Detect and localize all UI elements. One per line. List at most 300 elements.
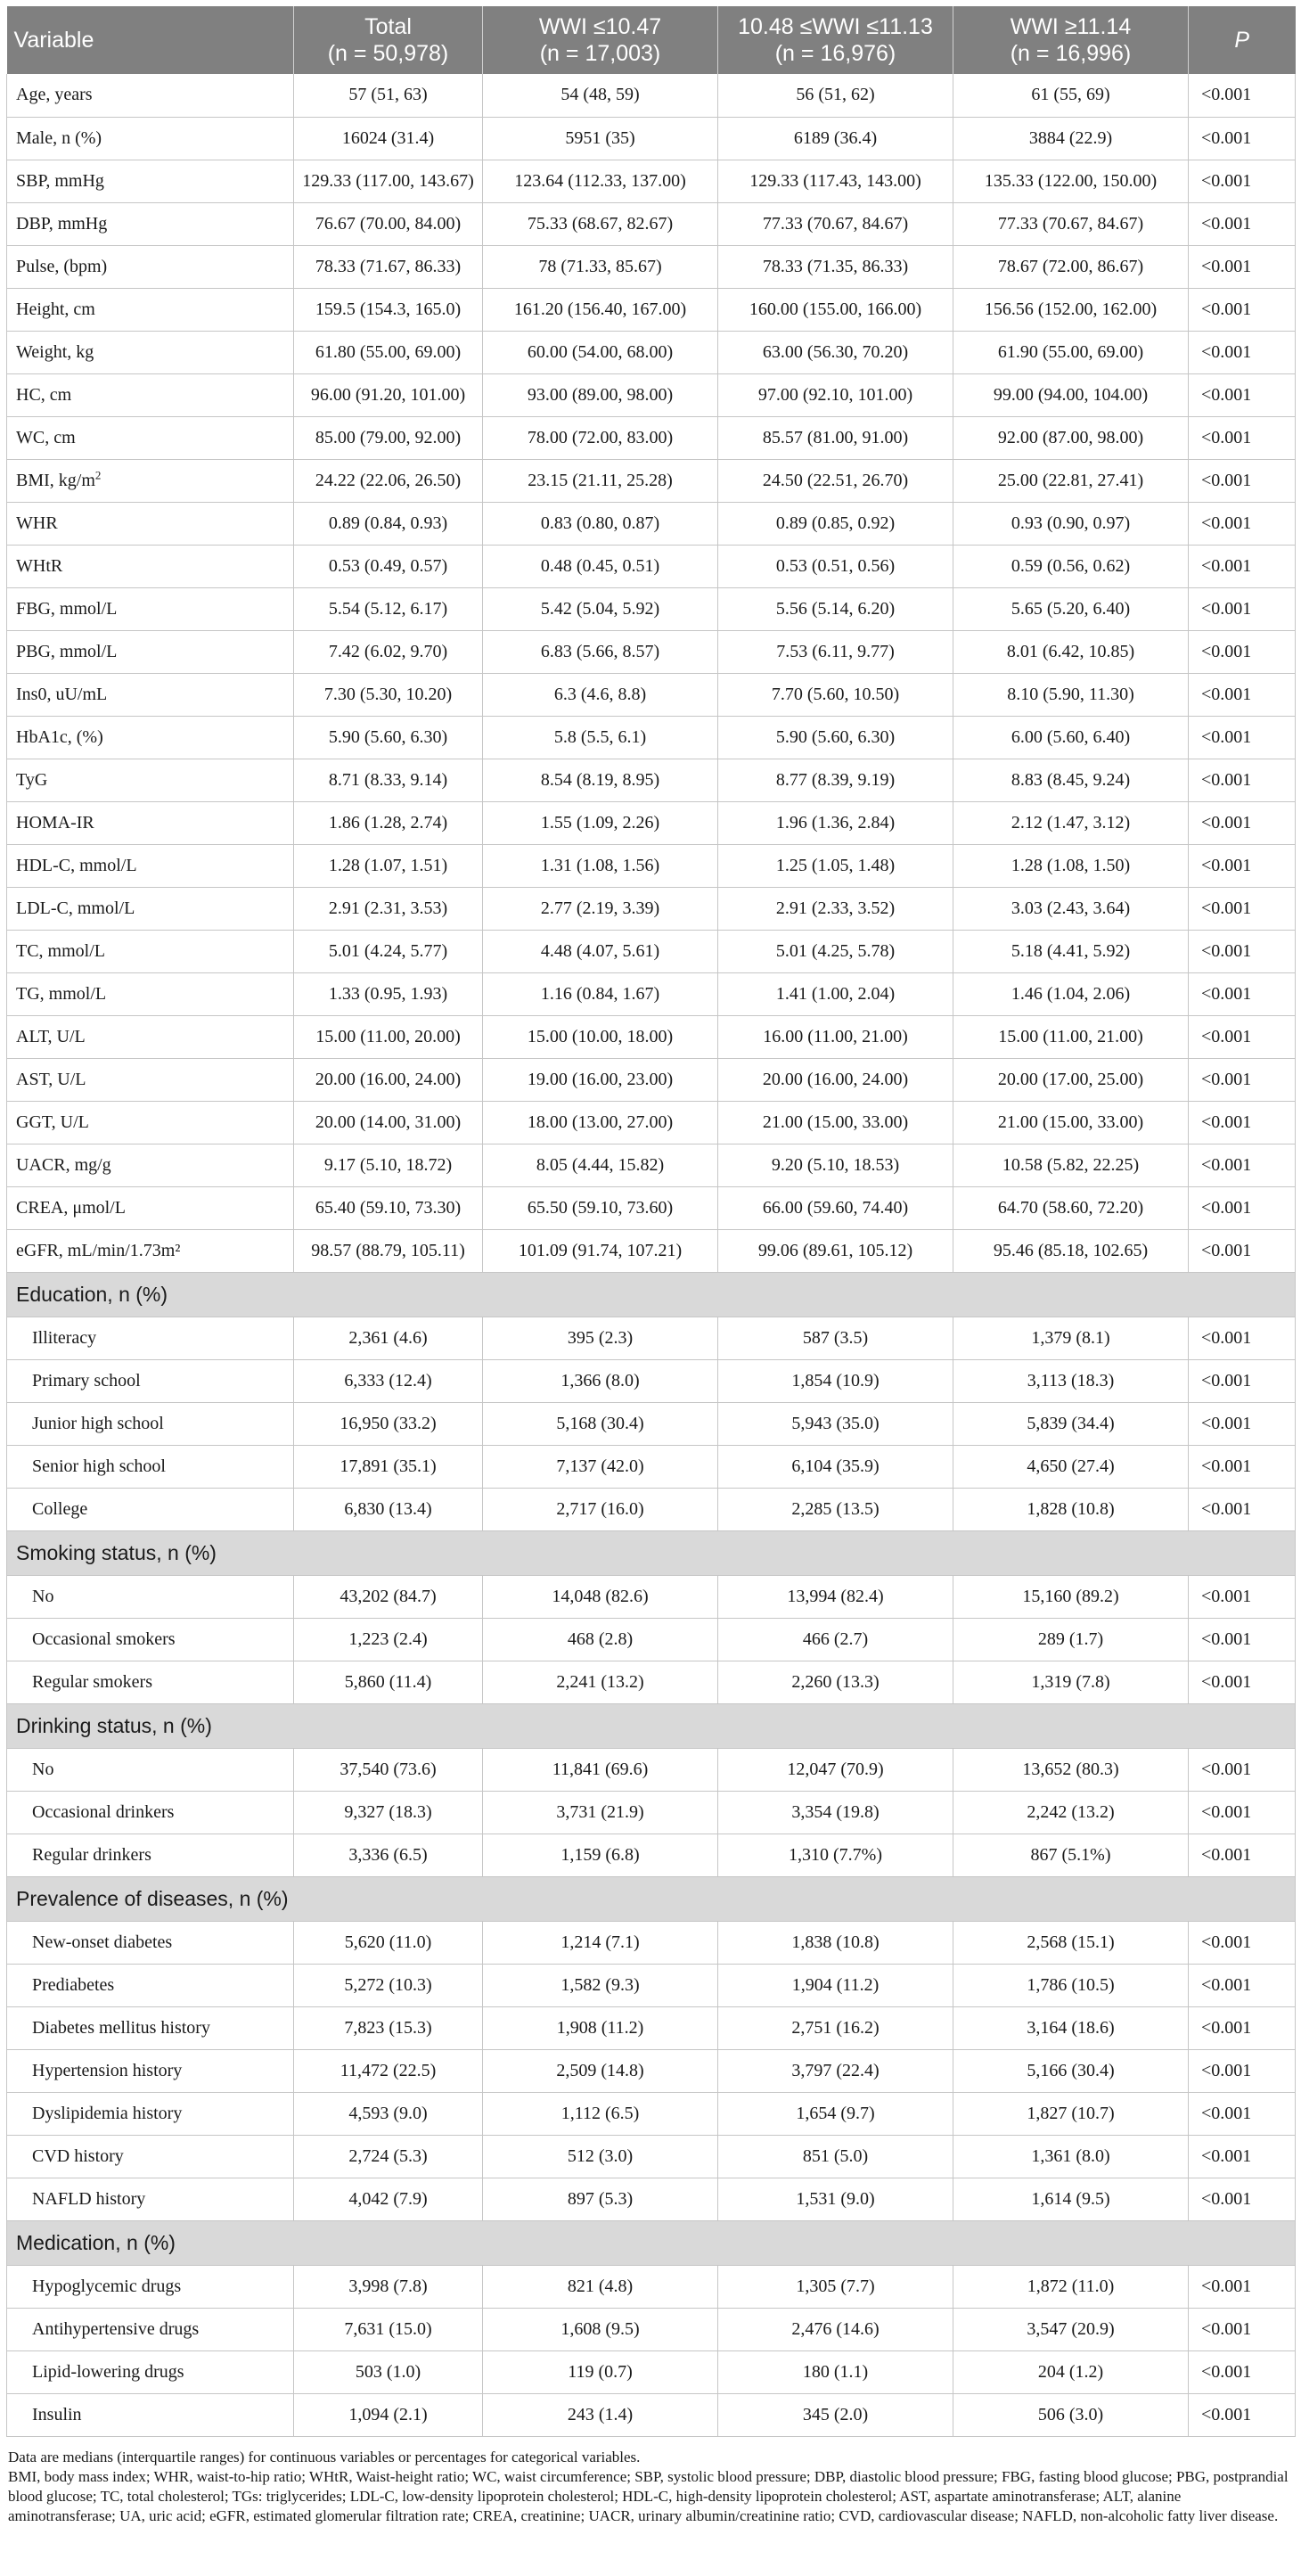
p-value-cell: <0.001: [1189, 1964, 1296, 2006]
section-header-row: [7, 1703, 1296, 1748]
table-row: [7, 160, 1296, 202]
value-cell: 1,838 (10.8): [718, 1921, 953, 1964]
table-row: [7, 1101, 1296, 1144]
p-value-cell: <0.001: [1189, 1402, 1296, 1445]
value-cell: 15.00 (11.00, 20.00): [294, 1015, 483, 1058]
value-cell: 1,828 (10.8): [953, 1488, 1189, 1530]
p-value-cell: <0.001: [1189, 972, 1296, 1015]
p-value-cell: <0.001: [1189, 801, 1296, 844]
value-cell: 25.00 (22.81, 27.41): [953, 459, 1189, 502]
p-value-cell: <0.001: [1189, 331, 1296, 373]
value-cell: 204 (1.2): [953, 2350, 1189, 2393]
value-cell: 24.50 (22.51, 26.70): [718, 459, 953, 502]
table-row: [7, 288, 1296, 331]
table-row: [7, 1618, 1296, 1661]
value-cell: 129.33 (117.43, 143.00): [718, 160, 953, 202]
value-cell: 6.83 (5.66, 8.57): [483, 630, 718, 673]
value-cell: 466 (2.7): [718, 1618, 953, 1661]
section-title: Drinking status, n (%): [7, 1703, 1296, 1748]
value-cell: 0.48 (0.45, 0.51): [483, 545, 718, 587]
value-cell: 1,827 (10.7): [953, 2092, 1189, 2135]
header-total: Total (n = 50,978): [294, 6, 483, 74]
row-label: New-onset diabetes: [7, 1921, 294, 1964]
value-cell: 7,631 (15.0): [294, 2308, 483, 2350]
table-row: [7, 545, 1296, 587]
value-cell: 16024 (31.4): [294, 117, 483, 160]
table-footnotes: [6, 2448, 1291, 2526]
table-row: [7, 759, 1296, 801]
p-value-cell: <0.001: [1189, 1359, 1296, 1402]
value-cell: 1,310 (7.7%): [718, 1834, 953, 1876]
value-cell: 63.00 (56.30, 70.20): [718, 331, 953, 373]
row-label: Primary school: [7, 1359, 294, 1402]
value-cell: 14,048 (82.6): [483, 1575, 718, 1618]
value-cell: 1,786 (10.5): [953, 1964, 1189, 2006]
value-cell: 9.20 (5.10, 18.53): [718, 1144, 953, 1186]
value-cell: 7.30 (5.30, 10.20): [294, 673, 483, 716]
value-cell: 1,159 (6.8): [483, 1834, 718, 1876]
value-cell: 3,113 (18.3): [953, 1359, 1189, 1402]
value-cell: 5.8 (5.5, 6.1): [483, 716, 718, 759]
value-cell: 5.90 (5.60, 6.30): [718, 716, 953, 759]
row-label: DBP, mmHg: [7, 202, 294, 245]
value-cell: 1,654 (9.7): [718, 2092, 953, 2135]
value-cell: 7.53 (6.11, 9.77): [718, 630, 953, 673]
value-cell: 5.01 (4.25, 5.78): [718, 930, 953, 972]
value-cell: 161.20 (156.40, 167.00): [483, 288, 718, 331]
value-cell: 99.06 (89.61, 105.12): [718, 1229, 953, 1272]
p-value-cell: <0.001: [1189, 1101, 1296, 1144]
table-row: [7, 1575, 1296, 1618]
table-row: [7, 887, 1296, 930]
table-row: [7, 1445, 1296, 1488]
value-cell: 1,305 (7.7): [718, 2265, 953, 2308]
p-value-cell: <0.001: [1189, 288, 1296, 331]
section-header-row: [7, 1272, 1296, 1317]
value-cell: 1.28 (1.07, 1.51): [294, 844, 483, 887]
table-row: [7, 801, 1296, 844]
row-label: Pulse, (bpm): [7, 245, 294, 288]
p-value-cell: <0.001: [1189, 844, 1296, 887]
table-row: [7, 1791, 1296, 1834]
value-cell: 2,242 (13.2): [953, 1791, 1189, 1834]
value-cell: 6,830 (13.4): [294, 1488, 483, 1530]
value-cell: 0.59 (0.56, 0.62): [953, 545, 1189, 587]
value-cell: 0.53 (0.51, 0.56): [718, 545, 953, 587]
p-value-cell: <0.001: [1189, 1791, 1296, 1834]
value-cell: 1.31 (1.08, 1.56): [483, 844, 718, 887]
table-row: [7, 202, 1296, 245]
value-cell: 78.33 (71.67, 86.33): [294, 245, 483, 288]
p-value-cell: <0.001: [1189, 1015, 1296, 1058]
table-row: [7, 2092, 1296, 2135]
value-cell: 2,509 (14.8): [483, 2049, 718, 2092]
row-label: HC, cm: [7, 373, 294, 416]
table-row: [7, 930, 1296, 972]
row-label: UACR, mg/g: [7, 1144, 294, 1186]
row-label: Junior high school: [7, 1402, 294, 1445]
value-cell: 13,652 (80.3): [953, 1748, 1189, 1791]
value-cell: 0.89 (0.85, 0.92): [718, 502, 953, 545]
row-label: TC, mmol/L: [7, 930, 294, 972]
value-cell: 3,998 (7.8): [294, 2265, 483, 2308]
row-label: Dyslipidemia history: [7, 2092, 294, 2135]
value-cell: 20.00 (16.00, 24.00): [294, 1058, 483, 1101]
table-row: [7, 117, 1296, 160]
table-row: [7, 1359, 1296, 1402]
value-cell: 506 (3.0): [953, 2393, 1189, 2436]
value-cell: 7,823 (15.3): [294, 2006, 483, 2049]
table-container: [6, 6, 1295, 2526]
value-cell: 897 (5.3): [483, 2178, 718, 2220]
value-cell: 8.77 (8.39, 9.19): [718, 759, 953, 801]
value-cell: 78.00 (72.00, 83.00): [483, 416, 718, 459]
value-cell: 2,476 (14.6): [718, 2308, 953, 2350]
value-cell: 2.12 (1.47, 3.12): [953, 801, 1189, 844]
value-cell: 101.09 (91.74, 107.21): [483, 1229, 718, 1272]
value-cell: 129.33 (117.00, 143.67): [294, 160, 483, 202]
baseline-characteristics-table: [6, 6, 1296, 2437]
table-row: [7, 1058, 1296, 1101]
p-value-cell: <0.001: [1189, 1661, 1296, 1703]
p-value-cell: <0.001: [1189, 1488, 1296, 1530]
row-label: College: [7, 1488, 294, 1530]
value-cell: 66.00 (59.60, 74.40): [718, 1186, 953, 1229]
value-cell: 851 (5.0): [718, 2135, 953, 2178]
p-value-cell: <0.001: [1189, 2178, 1296, 2220]
value-cell: 6189 (36.4): [718, 117, 953, 160]
section-header-row: [7, 1876, 1296, 1921]
value-cell: 512 (3.0): [483, 2135, 718, 2178]
value-cell: 243 (1.4): [483, 2393, 718, 2436]
value-cell: 57 (51, 63): [294, 74, 483, 117]
row-label: Lipid-lowering drugs: [7, 2350, 294, 2393]
table-row: [7, 1229, 1296, 1272]
value-cell: 96.00 (91.20, 101.00): [294, 373, 483, 416]
row-label: WHR: [7, 502, 294, 545]
value-cell: 5.42 (5.04, 5.92): [483, 587, 718, 630]
row-label: FBG, mmol/L: [7, 587, 294, 630]
value-cell: 1.41 (1.00, 2.04): [718, 972, 953, 1015]
p-value-cell: <0.001: [1189, 2006, 1296, 2049]
row-label: No: [7, 1748, 294, 1791]
table-row: [7, 1921, 1296, 1964]
value-cell: 5,943 (35.0): [718, 1402, 953, 1445]
value-cell: 1,582 (9.3): [483, 1964, 718, 2006]
table-row: [7, 416, 1296, 459]
value-cell: 1,223 (2.4): [294, 1618, 483, 1661]
table-row: [7, 1144, 1296, 1186]
p-value-cell: <0.001: [1189, 887, 1296, 930]
value-cell: 3.03 (2.43, 3.64): [953, 887, 1189, 930]
p-value-cell: <0.001: [1189, 117, 1296, 160]
table-row: [7, 2393, 1296, 2436]
value-cell: 821 (4.8): [483, 2265, 718, 2308]
table-row: [7, 502, 1296, 545]
row-label: BMI, $kg/m^2$: [7, 459, 294, 502]
value-cell: 5,839 (34.4): [953, 1402, 1189, 1445]
p-value-cell: <0.001: [1189, 2135, 1296, 2178]
p-value-cell: <0.001: [1189, 1058, 1296, 1101]
value-cell: 65.40 (59.10, 73.30): [294, 1186, 483, 1229]
value-cell: 12,047 (70.9): [718, 1748, 953, 1791]
value-cell: 2,361 (4.6): [294, 1317, 483, 1359]
value-cell: 8.10 (5.90, 11.30): [953, 673, 1189, 716]
value-cell: 1,214 (7.1): [483, 1921, 718, 1964]
table-row: [7, 459, 1296, 502]
value-cell: 159.5 (154.3, 165.0): [294, 288, 483, 331]
p-value-cell: <0.001: [1189, 930, 1296, 972]
p-value-cell: <0.001: [1189, 1748, 1296, 1791]
value-cell: 77.33 (70.67, 84.67): [718, 202, 953, 245]
row-label: Hypoglycemic drugs: [7, 2265, 294, 2308]
value-cell: 2,285 (13.5): [718, 1488, 953, 1530]
value-cell: 77.33 (70.67, 84.67): [953, 202, 1189, 245]
row-label: CVD history: [7, 2135, 294, 2178]
value-cell: 20.00 (17.00, 25.00): [953, 1058, 1189, 1101]
value-cell: 78 (71.33, 85.67): [483, 245, 718, 288]
value-cell: 85.00 (79.00, 92.00): [294, 416, 483, 459]
p-value-cell: <0.001: [1189, 2265, 1296, 2308]
value-cell: 5,168 (30.4): [483, 1402, 718, 1445]
value-cell: 1.16 (0.84, 1.67): [483, 972, 718, 1015]
value-cell: 7.70 (5.60, 10.50): [718, 673, 953, 716]
row-label: Prediabetes: [7, 1964, 294, 2006]
p-value-cell: <0.001: [1189, 759, 1296, 801]
section-title: Smoking status, n (%): [7, 1530, 1296, 1575]
value-cell: 15.00 (10.00, 18.00): [483, 1015, 718, 1058]
value-cell: 1,608 (9.5): [483, 2308, 718, 2350]
value-cell: 75.33 (68.67, 82.67): [483, 202, 718, 245]
value-cell: 23.15 (21.11, 25.28): [483, 459, 718, 502]
section-header-row: [7, 2220, 1296, 2265]
row-label: LDL-C, mmol/L: [7, 887, 294, 930]
value-cell: 1,361 (8.0): [953, 2135, 1189, 2178]
row-label: Senior high school: [7, 1445, 294, 1488]
row-label: NAFLD history: [7, 2178, 294, 2220]
value-cell: 92.00 (87.00, 98.00): [953, 416, 1189, 459]
value-cell: 156.56 (152.00, 162.00): [953, 288, 1189, 331]
value-cell: 1,904 (11.2): [718, 1964, 953, 2006]
table-row: [7, 2308, 1296, 2350]
p-value-cell: <0.001: [1189, 416, 1296, 459]
value-cell: 56 (51, 62): [718, 74, 953, 117]
value-cell: 15.00 (11.00, 21.00): [953, 1015, 1189, 1058]
row-label: Regular smokers: [7, 1661, 294, 1703]
p-value-cell: <0.001: [1189, 587, 1296, 630]
value-cell: 135.33 (122.00, 150.00): [953, 160, 1189, 202]
row-label: CREA, μmol/L: [7, 1186, 294, 1229]
value-cell: 1.86 (1.28, 2.74): [294, 801, 483, 844]
p-value-cell: <0.001: [1189, 1575, 1296, 1618]
table-row: [7, 1748, 1296, 1791]
value-cell: 3,354 (19.8): [718, 1791, 953, 1834]
table-row: [7, 1488, 1296, 1530]
value-cell: 1,614 (9.5): [953, 2178, 1189, 2220]
row-label: Occasional drinkers: [7, 1791, 294, 1834]
value-cell: 64.70 (58.60, 72.20): [953, 1186, 1189, 1229]
value-cell: 0.93 (0.90, 0.97): [953, 502, 1189, 545]
row-label: WHtR: [7, 545, 294, 587]
value-cell: 1.33 (0.95, 1.93): [294, 972, 483, 1015]
p-value-cell: <0.001: [1189, 2049, 1296, 2092]
value-cell: 2,724 (5.3): [294, 2135, 483, 2178]
table-row: [7, 716, 1296, 759]
value-cell: 6.00 (5.60, 6.40): [953, 716, 1189, 759]
row-label: Regular drinkers: [7, 1834, 294, 1876]
value-cell: 7,137 (42.0): [483, 1445, 718, 1488]
value-cell: 5.65 (5.20, 6.40): [953, 587, 1189, 630]
value-cell: 5,272 (10.3): [294, 1964, 483, 2006]
p-value-cell: <0.001: [1189, 1445, 1296, 1488]
section-header-row: [7, 1530, 1296, 1575]
value-cell: 345 (2.0): [718, 2393, 953, 2436]
value-cell: 1,379 (8.1): [953, 1317, 1189, 1359]
value-cell: 3884 (22.9): [953, 117, 1189, 160]
p-value-cell: <0.001: [1189, 1618, 1296, 1661]
value-cell: 1.55 (1.09, 2.26): [483, 801, 718, 844]
value-cell: 4,593 (9.0): [294, 2092, 483, 2135]
value-cell: 867 (5.1%): [953, 1834, 1189, 1876]
table-row: [7, 630, 1296, 673]
table-row: [7, 1661, 1296, 1703]
value-cell: 503 (1.0): [294, 2350, 483, 2393]
p-value-cell: <0.001: [1189, 545, 1296, 587]
table-row: [7, 2350, 1296, 2393]
value-cell: 61.90 (55.00, 69.00): [953, 331, 1189, 373]
table-row: [7, 2265, 1296, 2308]
value-cell: 9.17 (5.10, 18.72): [294, 1144, 483, 1186]
value-cell: 98.57 (88.79, 105.11): [294, 1229, 483, 1272]
section-title: Education, n (%): [7, 1272, 1296, 1317]
value-cell: 1.28 (1.08, 1.50): [953, 844, 1189, 887]
value-cell: 1.25 (1.05, 1.48): [718, 844, 953, 887]
value-cell: 2.91 (2.33, 3.52): [718, 887, 953, 930]
table-row: [7, 673, 1296, 716]
table-row: [7, 844, 1296, 887]
value-cell: 76.67 (70.00, 84.00): [294, 202, 483, 245]
value-cell: 3,164 (18.6): [953, 2006, 1189, 2049]
p-value-cell: <0.001: [1189, 2393, 1296, 2436]
value-cell: 7.42 (6.02, 9.70): [294, 630, 483, 673]
value-cell: 1,319 (7.8): [953, 1661, 1189, 1703]
row-label: HbA1c, (%): [7, 716, 294, 759]
value-cell: 8.01 (6.42, 10.85): [953, 630, 1189, 673]
row-label: eGFR, mL/min/1.73m²: [7, 1229, 294, 1272]
value-cell: 6,104 (35.9): [718, 1445, 953, 1488]
value-cell: 5951 (35): [483, 117, 718, 160]
value-cell: 1,366 (8.0): [483, 1359, 718, 1402]
value-cell: 3,547 (20.9): [953, 2308, 1189, 2350]
section-title: Prevalence of diseases, n (%): [7, 1876, 1296, 1921]
value-cell: 95.46 (85.18, 102.65): [953, 1229, 1189, 1272]
value-cell: 3,336 (6.5): [294, 1834, 483, 1876]
p-value-cell: <0.001: [1189, 630, 1296, 673]
table-row: [7, 2135, 1296, 2178]
row-label: HDL-C, mmol/L: [7, 844, 294, 887]
value-cell: 0.53 (0.49, 0.57): [294, 545, 483, 587]
p-value-cell: <0.001: [1189, 2308, 1296, 2350]
table-row: [7, 1402, 1296, 1445]
value-cell: 123.64 (112.33, 137.00): [483, 160, 718, 202]
value-cell: 37,540 (73.6): [294, 1748, 483, 1791]
value-cell: 6,333 (12.4): [294, 1359, 483, 1402]
value-cell: 1.46 (1.04, 2.06): [953, 972, 1189, 1015]
header-wwi-high: WWI ≥11.14 (n = 16,996): [953, 6, 1189, 74]
table-row: [7, 2049, 1296, 2092]
table-row: [7, 373, 1296, 416]
value-cell: 78.67 (72.00, 86.67): [953, 245, 1189, 288]
row-label: TG, mmol/L: [7, 972, 294, 1015]
value-cell: 16.00 (11.00, 21.00): [718, 1015, 953, 1058]
value-cell: 11,472 (22.5): [294, 2049, 483, 2092]
table-body: [7, 74, 1296, 2436]
value-cell: 2,260 (13.3): [718, 1661, 953, 1703]
row-label: No: [7, 1575, 294, 1618]
value-cell: 20.00 (14.00, 31.00): [294, 1101, 483, 1144]
footnote-abbreviations: BMI, body mass index; WHR, waist-to-hip ratio; WHtR, Waist-height ratio; WC, waist circumference; SBP, systolic blood pressure; DBP, diastolic blood pressure; FBG, fasting blood glucose; PBG, postprandial blood glucose; TC, total cholesterol; TGs: triglycerides; LDL-C, low-density lipoprotein cholesterol; HDL-C, high-density lipoprotein cholesterol; AST, aspartate aminotransferase; ALT, alanine aminotransferase; UA, uric acid; eGFR, estimated glomerular filtration rate; CREA, creatinine; UACR, urinary albumin/creatinine ratio; CVD, cardiovascular disease; NAFLD, non-alcoholic fatty liver disease.: [8, 2467, 1289, 2524]
value-cell: 15,160 (89.2): [953, 1575, 1189, 1618]
p-value-cell: <0.001: [1189, 1229, 1296, 1272]
value-cell: 18.00 (13.00, 27.00): [483, 1101, 718, 1144]
p-value-cell: <0.001: [1189, 502, 1296, 545]
row-label: Antihypertensive drugs: [7, 2308, 294, 2350]
value-cell: 61.80 (55.00, 69.00): [294, 331, 483, 373]
value-cell: 21.00 (15.00, 33.00): [718, 1101, 953, 1144]
value-cell: 5.56 (5.14, 6.20): [718, 587, 953, 630]
table-row: [7, 1186, 1296, 1229]
p-value-cell: <0.001: [1189, 1144, 1296, 1186]
section-title: Medication, n (%): [7, 2220, 1296, 2265]
value-cell: 17,891 (35.1): [294, 1445, 483, 1488]
value-cell: 8.71 (8.33, 9.14): [294, 759, 483, 801]
value-cell: 20.00 (16.00, 24.00): [718, 1058, 953, 1101]
p-value-cell: <0.001: [1189, 74, 1296, 117]
row-label: GGT, U/L: [7, 1101, 294, 1144]
p-value-cell: <0.001: [1189, 160, 1296, 202]
header-wwi-mid: 10.48 ≤WWI ≤11.13 (n = 16,976): [718, 6, 953, 74]
row-label: Height, cm: [7, 288, 294, 331]
table-row: [7, 331, 1296, 373]
table-row: [7, 972, 1296, 1015]
p-value-cell: <0.001: [1189, 1186, 1296, 1229]
table-row: [7, 74, 1296, 117]
value-cell: 5,860 (11.4): [294, 1661, 483, 1703]
p-value-cell: <0.001: [1189, 1921, 1296, 1964]
value-cell: 3,731 (21.9): [483, 1791, 718, 1834]
value-cell: 1,112 (6.5): [483, 2092, 718, 2135]
value-cell: 11,841 (69.6): [483, 1748, 718, 1791]
footnote-data-description: Data are medians (interquartile ranges) for continuous variables or percentages for categorical variables.: [8, 2448, 641, 2465]
value-cell: 1,872 (11.0): [953, 2265, 1189, 2308]
value-cell: 587 (3.5): [718, 1317, 953, 1359]
p-value-cell: <0.001: [1189, 373, 1296, 416]
value-cell: 5.54 (5.12, 6.17): [294, 587, 483, 630]
value-cell: 180 (1.1): [718, 2350, 953, 2393]
p-value-cell: <0.001: [1189, 1317, 1296, 1359]
value-cell: 4,042 (7.9): [294, 2178, 483, 2220]
p-value-cell: <0.001: [1189, 202, 1296, 245]
value-cell: 0.89 (0.84, 0.93): [294, 502, 483, 545]
value-cell: 21.00 (15.00, 33.00): [953, 1101, 1189, 1144]
value-cell: 85.57 (81.00, 91.00): [718, 416, 953, 459]
value-cell: 10.58 (5.82, 22.25): [953, 1144, 1189, 1186]
value-cell: 289 (1.7): [953, 1618, 1189, 1661]
table-header: [7, 6, 1296, 74]
value-cell: 19.00 (16.00, 23.00): [483, 1058, 718, 1101]
table-row: [7, 2178, 1296, 2220]
value-cell: 93.00 (89.00, 98.00): [483, 373, 718, 416]
